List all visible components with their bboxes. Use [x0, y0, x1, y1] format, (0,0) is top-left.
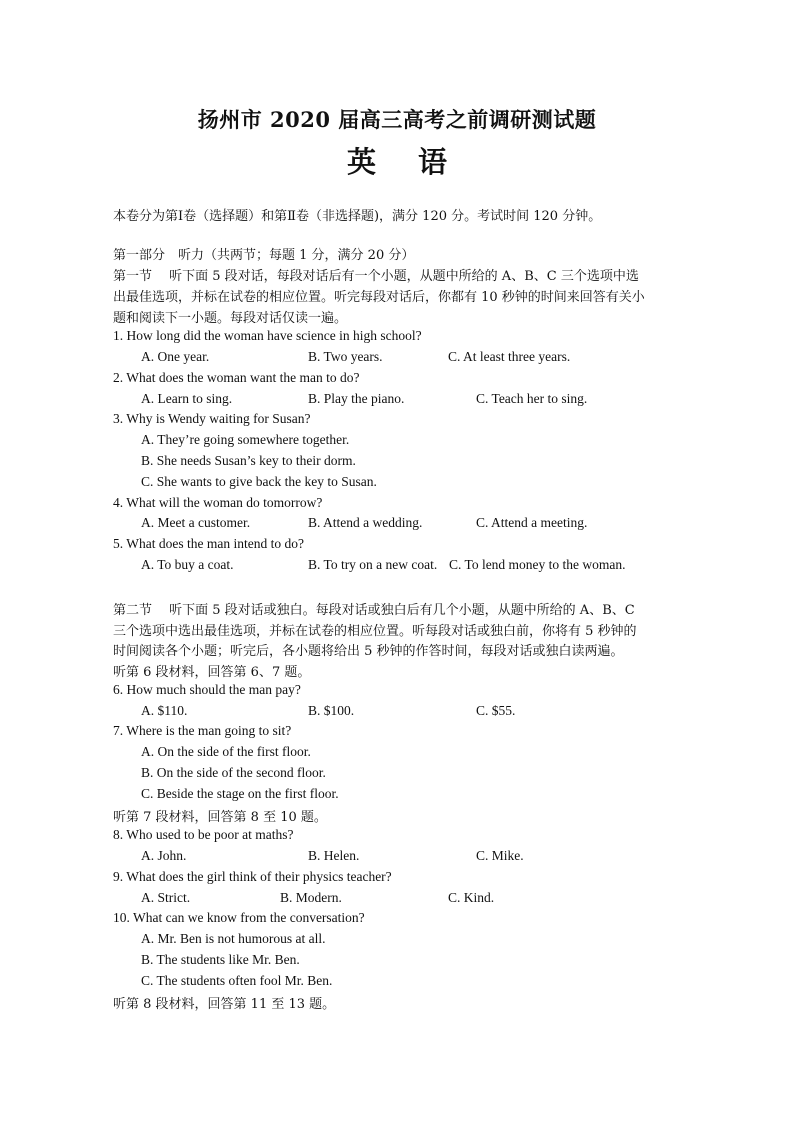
option-c: C. Mike. [476, 848, 524, 863]
option-b: B. The students like Mr. Ben. [141, 952, 300, 967]
option-b: B. $100. [308, 703, 355, 718]
option-b: B. On the side of the second floor. [141, 765, 326, 780]
option-a: A. Strict. [141, 890, 191, 905]
option-b: B. She needs Susan’s key to their dorm. [141, 453, 356, 468]
question-stem: 6. How much should the man pay? [113, 682, 301, 697]
option-a: A. Mr. Ben is not humorous at all. [141, 931, 326, 946]
option-b: B. Two years. [308, 349, 383, 364]
option-a: A. One year. [141, 349, 210, 364]
material-7-prompt: 听第 7 段材料，回答第 8 至 10 题。 [113, 810, 327, 825]
material-6-prompt: 听第 6 段材料，回答第 6、7 题。 [113, 665, 311, 680]
question-stem: 1. How long did the woman have science in high school? [113, 328, 422, 343]
section1-instructions-cont: 出最佳选项，并标在试卷的相应位置。听完每段对话后，你都有 10 秒钟的时间来回答有关小 [113, 290, 645, 305]
option-a: A. To buy a coat. [141, 557, 234, 572]
option-a: A. Learn to sing. [141, 391, 233, 406]
option-c: C. Beside the stage on the first floor. [141, 786, 339, 801]
section1-instructions-end: 题和阅读下一小题。每段对话仅读一遍。 [113, 311, 348, 326]
exam-intro: 本卷分为第Ⅰ卷（选择题）和第Ⅱ卷（非选择题)，满分 120 分。考试时间 120 分钟。 [113, 209, 602, 224]
section2-instructions-end: 时间阅读各个小题；听完后，各小题将给出 5 秒钟的作答时间，每段对话或独白读两遍。 [113, 644, 624, 659]
section2-instructions: 第二节 听下面 5 段对话或独白。每段对话或独白后有几个小题，从题中所给的 A、B、C [113, 603, 635, 618]
option-a: A. On the side of the first floor. [141, 744, 311, 759]
page-title: 扬州市 2020 届高三高考之前调研测试题 [197, 107, 597, 132]
option-c: C. Kind. [448, 890, 495, 905]
question-stem: 5. What does the man intend to do? [113, 536, 304, 551]
question-stem: 3. Why is Wendy waiting for Susan? [113, 411, 311, 426]
question-stem: 9. What does the girl think of their physics teacher? [113, 869, 392, 884]
option-c: C. She wants to give back the key to Susan. [141, 474, 377, 489]
option-c: C. Teach her to sing. [476, 391, 588, 406]
option-c: C. Attend a meeting. [476, 515, 588, 530]
option-b: B. Attend a wedding. [308, 515, 423, 530]
option-c: C. To lend money to the woman. [449, 557, 626, 572]
option-b: B. Play the piano. [308, 391, 405, 406]
option-c: C. $55. [476, 703, 516, 718]
option-a: A. They’re going somewhere together. [141, 432, 350, 447]
question-stem: 8. Who used to be poor at maths? [113, 827, 294, 842]
section2-instructions-cont: 三个选项中选出最佳选项，并标在试卷的相应位置。听每段对话或独白前，你将有 5 秒钟的 [113, 624, 637, 639]
question-stem: 10. What can we know from the conversation? [113, 910, 365, 925]
question-stem: 7. Where is the man going to sit? [113, 723, 292, 738]
subject-title: 英 语 [346, 145, 464, 179]
option-b: B. To try on a new coat. [308, 557, 438, 572]
question-stem: 4. What will the woman do tomorrow? [113, 495, 323, 510]
option-c: C. At least three years. [448, 349, 571, 364]
option-c: C. The students often fool Mr. Ben. [141, 973, 333, 988]
option-a: A. Meet a customer. [141, 515, 251, 530]
option-b: B. Modern. [280, 890, 342, 905]
material-8-prompt: 听第 8 段材料，回答第 11 至 13 题。 [113, 997, 336, 1012]
part1-heading: 第一部分 听力（共两节；每题 1 分，满分 20 分） [113, 248, 415, 263]
option-b: B. Helen. [308, 848, 360, 863]
section1-instructions: 第一节 听下面 5 段对话，每段对话后有一个小题，从题中所给的 A、B、C 三个选项中选 [113, 269, 639, 284]
question-stem: 2. What does the woman want the man to do? [113, 370, 360, 385]
option-a: A. $110. [141, 703, 188, 718]
option-a: A. John. [141, 848, 187, 863]
